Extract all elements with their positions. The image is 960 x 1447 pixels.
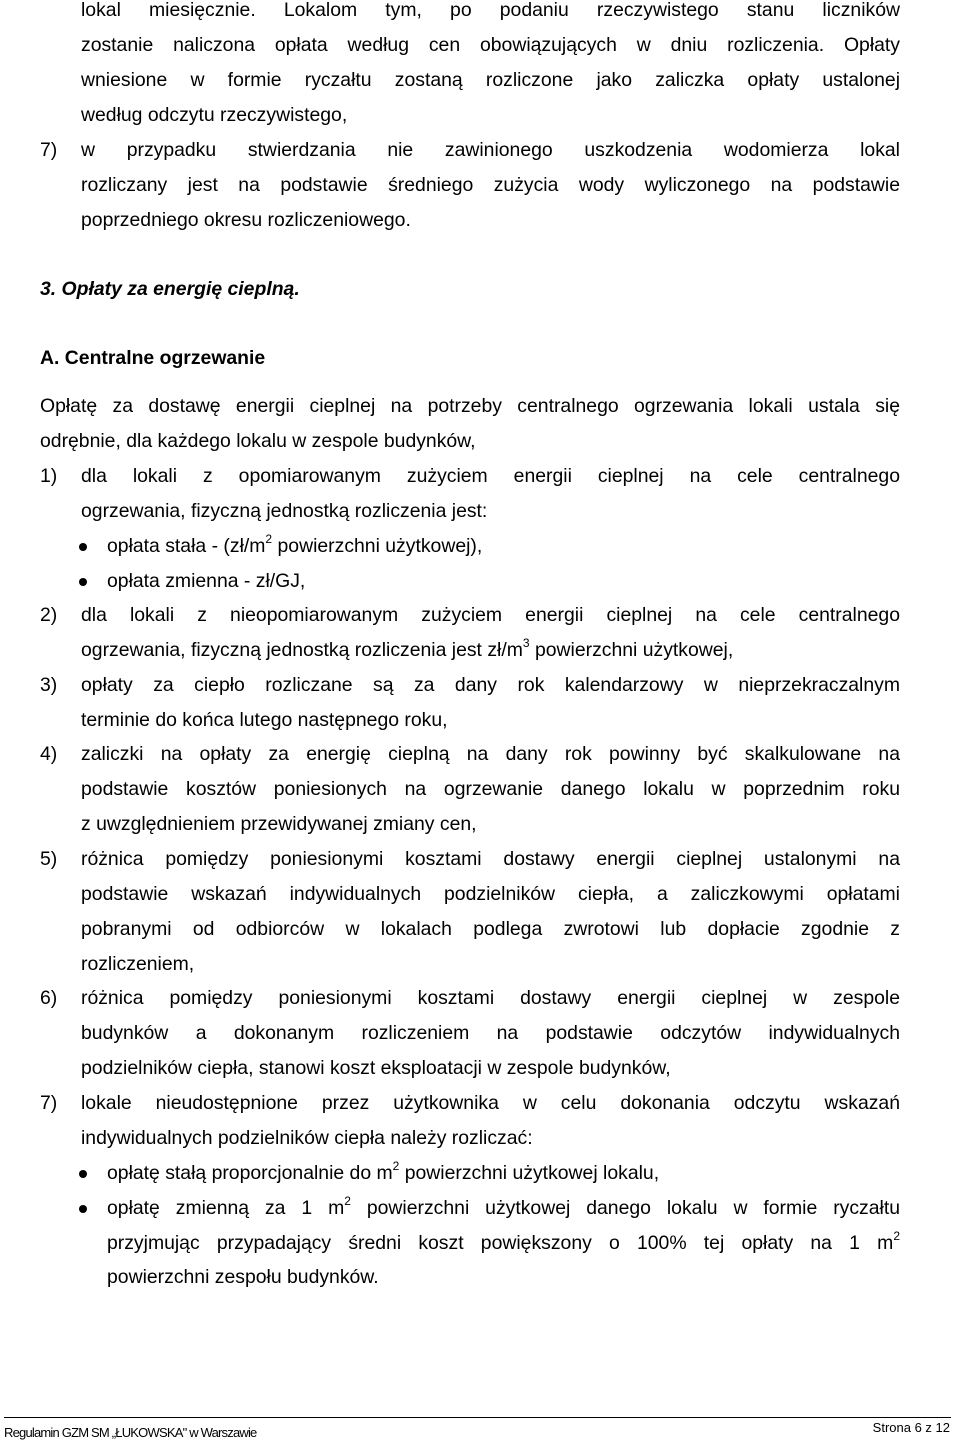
item-line: różnica pomiędzy poniesionymi kosztami dostawy energii cieplnej w zespole	[81, 987, 900, 1009]
item-line: dla lokali z opomiarowanym zużyciem energii cieplnej na cele centralnego	[81, 465, 900, 487]
bullet-item: opłata zmienna - zł/GJ,	[107, 570, 306, 592]
item-line: terminie do końca lutego następnego roku,	[81, 709, 448, 731]
item-line: opłaty za ciepło rozliczane są za dany rok kalendarzowy w nieprzekraczalnym	[81, 674, 900, 696]
item-number: 7)	[40, 1092, 58, 1114]
bullet-icon	[79, 578, 87, 586]
intro-line: Opłatę za dostawę energii cieplnej na potrzeby centralnego ogrzewania lokali ustala się	[40, 395, 900, 417]
item-line: podstawie kosztów poniesionych na ogrzewanie danego lokalu w poprzednim roku	[81, 778, 900, 800]
item-line: z uwzględnieniem przewidywanej zmiany cen,	[81, 813, 477, 835]
item-number: 2)	[40, 604, 58, 626]
continuation-line-4: według odczytu rzeczywistego,	[81, 104, 348, 126]
continuation-line-1: lokal miesięcznie. Lokalom tym, po podaniu rzeczywistego stanu liczników	[81, 0, 900, 21]
item-line: różnica pomiędzy poniesionymi kosztami dostawy energii cieplnej ustalonymi na	[81, 848, 900, 870]
item-line: budynków a dokonanym rozliczeniem na podstawie odczytów indywidualnych	[81, 1022, 900, 1044]
item-line: podzielników ciepła, stanowi koszt eksploatacji w zespole budynków,	[81, 1057, 671, 1079]
continuation-line-3: wniesione w formie ryczałtu zostaną rozliczone jako zaliczka opłaty ustalonej	[81, 69, 900, 91]
section-heading: 3. Opłaty za energię cieplną.	[40, 278, 300, 300]
item-line: indywidualnych podzielników ciepła należy rozliczać:	[81, 1127, 533, 1149]
item-line: podstawie wskazań indywidualnych podzielników ciepła, a zaliczkowymi opłatami	[81, 883, 900, 905]
continuation-line-2: zostanie naliczona opłata według cen obowiązujących w dniu rozliczenia. Opłaty	[81, 34, 900, 56]
bullet-item: opłatę zmienną za 1 $m^2$ powierzchni użytkowej danego lokalu w formie ryczałtu	[107, 1194, 900, 1219]
item-line: ogrzewania, fizyczną jednostką rozliczenia jest:	[81, 500, 488, 522]
item-line: lokale nieudostępnione przez użytkownika w celu dokonania odczytu wskazań	[81, 1092, 900, 1114]
intro-line: odrębnie, dla każdego lokalu w zespole budynków,	[40, 430, 476, 452]
item-line: zaliczki na opłaty za energię cieplną na dany rok powinny być skalkulowane na	[81, 743, 900, 765]
footer-document-title: Regulamin GZM SM „ŁUKOWSKA" w Warszawie	[4, 1425, 257, 1440]
bullet-item-continuation: powierzchni zespołu budynków.	[107, 1266, 379, 1288]
bullet-item: opłata stała - ($zł/m^2$ powierzchni użytkowej),	[107, 532, 483, 557]
bullet-icon	[79, 543, 87, 551]
item-line: rozliczeniem,	[81, 953, 195, 975]
item-number: 4)	[40, 743, 58, 765]
item-number: 3)	[40, 674, 58, 696]
item-line: pobranymi od odbiorców w lokalach podlega zwrotowi lub dopłacie zgodnie z	[81, 918, 900, 940]
item-number: 1)	[40, 465, 58, 487]
item-line: w przypadku stwierdzania nie zawinionego uszkodzenia wodomierza lokal	[81, 139, 900, 161]
bullet-icon	[79, 1205, 87, 1213]
item-number: 5)	[40, 848, 58, 870]
subsection-heading: A. Centralne ogrzewanie	[40, 347, 266, 369]
bullet-item-continuation: przyjmując przypadający średni koszt powiększony o 100% tej opłaty na 1 $m^2$	[107, 1229, 900, 1254]
item-number: 7)	[40, 139, 58, 161]
item-number: 6)	[40, 987, 58, 1009]
item-line: ogrzewania, fizyczną jednostką rozliczenia jest $zł/m^3$ powierzchni użytkowej,	[81, 636, 734, 661]
footer-page-number: Strona 6 z 12	[872, 1420, 950, 1435]
bullet-icon	[79, 1170, 87, 1178]
bullet-item: opłatę stałą proporcjonalnie do $m^2$ powierzchni użytkowej lokalu,	[107, 1159, 660, 1184]
item-line: rozliczany jest na podstawie średniego zużycia wody wyliczonego na podstawie	[81, 174, 900, 196]
footer-rule	[4, 1417, 951, 1418]
item-line: poprzedniego okresu rozliczeniowego.	[81, 209, 411, 231]
item-line: dla lokali z nieopomiarowanym zużyciem energii cieplnej na cele centralnego	[81, 604, 900, 626]
